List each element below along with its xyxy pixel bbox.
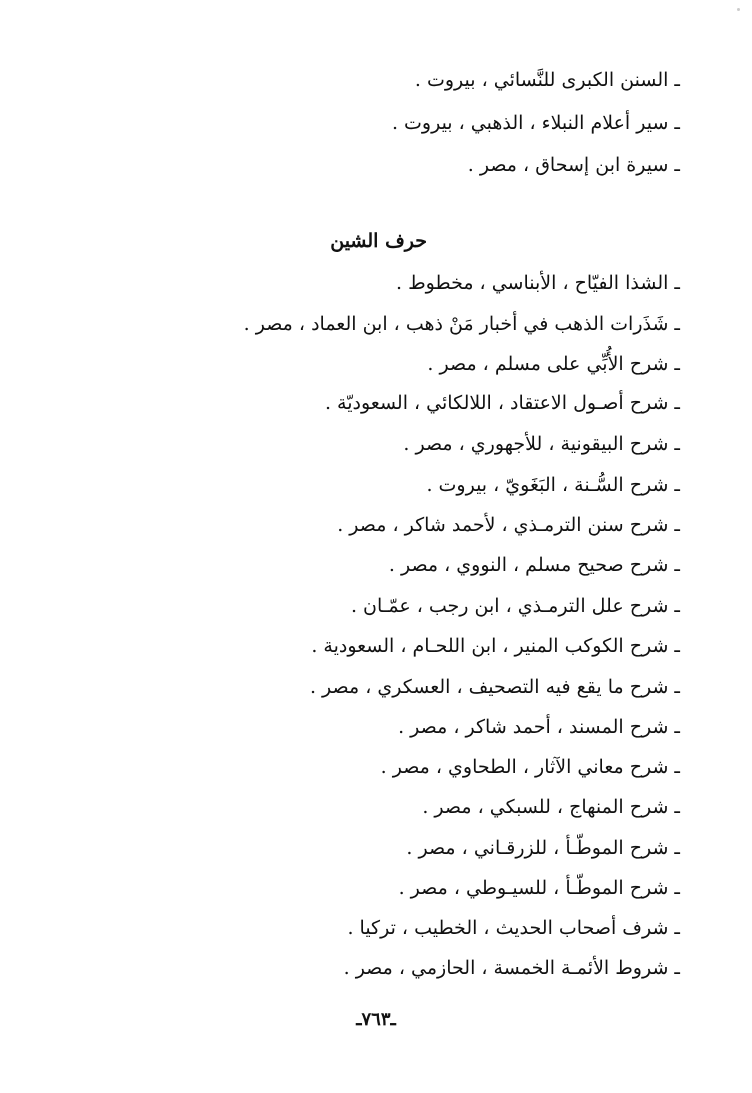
bibliography-entry: ـ السنن الكبرى للنَّسائي ، بيروت .	[414, 69, 680, 91]
bibliography-entry: ـ سيرة ابن إسحاق ، مصر .	[467, 154, 680, 176]
bibliography-entry: ـ شرح الموطّـأ ، للزرقـاني ، مصر .	[406, 837, 680, 859]
bibliography-entry: ـ شرح البيقونية ، للأجهوري ، مصر .	[403, 433, 680, 455]
bibliography-entry: ـ شرف أصحاب الحديث ، الخطيب ، تركيا .	[347, 917, 680, 939]
bibliography-entry: ـ سير أعلام النبلاء ، الذهبي ، بيروت .	[391, 112, 680, 134]
bibliography-entry: ـ شرح صحيح مسلم ، النووي ، مصر .	[388, 554, 680, 576]
bibliography-entry: ـ شروط الأئمـة الخمسة ، الحازمي ، مصر .	[343, 957, 680, 979]
bibliography-entry: ـ شرح أصـول الاعتقاد ، اللالكائي ، السعوديّة .	[324, 392, 680, 414]
bibliography-entry: ـ شرح السُّـنة ، البَغَويّ ، بيروت .	[426, 474, 680, 496]
bibliography-entry: ـ شرح الأُبِّي على مسلم ، مصر .	[427, 353, 680, 375]
page-number: ـ٧٦٣ـ	[356, 1009, 396, 1030]
section-heading: حرف الشين	[330, 230, 427, 252]
bibliography-entry: ـ شرح المنهاج ، للسبكي ، مصر .	[422, 796, 680, 818]
bibliography-entry: ـ شَذَرات الذهب في أخبار مَنْ ذهب ، ابن العماد ، مصر .	[243, 313, 680, 335]
bibliography-entry: ـ الشذا الفيّاح ، الأبناسي ، مخطوط .	[396, 272, 680, 294]
bibliography-entry: ـ شرح سنن الترمـذي ، لأحمد شاكر ، مصر .	[337, 514, 680, 536]
bibliography-entry: ـ شرح الموطّـأ ، للسيـوطي ، مصر .	[398, 877, 680, 899]
scan-speck	[737, 8, 740, 11]
bibliography-entry: ـ شرح الكوكب المنير ، ابن اللحـام ، السعودية .	[311, 635, 680, 657]
bibliography-entry: ـ شرح معاني الآثار ، الطحاوي ، مصر .	[380, 756, 680, 778]
bibliography-entry: ـ شرح علل الترمـذي ، ابن رجب ، عمّـان .	[350, 595, 680, 617]
bibliography-entry: ـ شرح ما يقع فيه التصحيف ، العسكري ، مصر .	[309, 676, 680, 698]
bibliography-entry: ـ شرح المسند ، أحمد شاكر ، مصر .	[398, 716, 680, 738]
